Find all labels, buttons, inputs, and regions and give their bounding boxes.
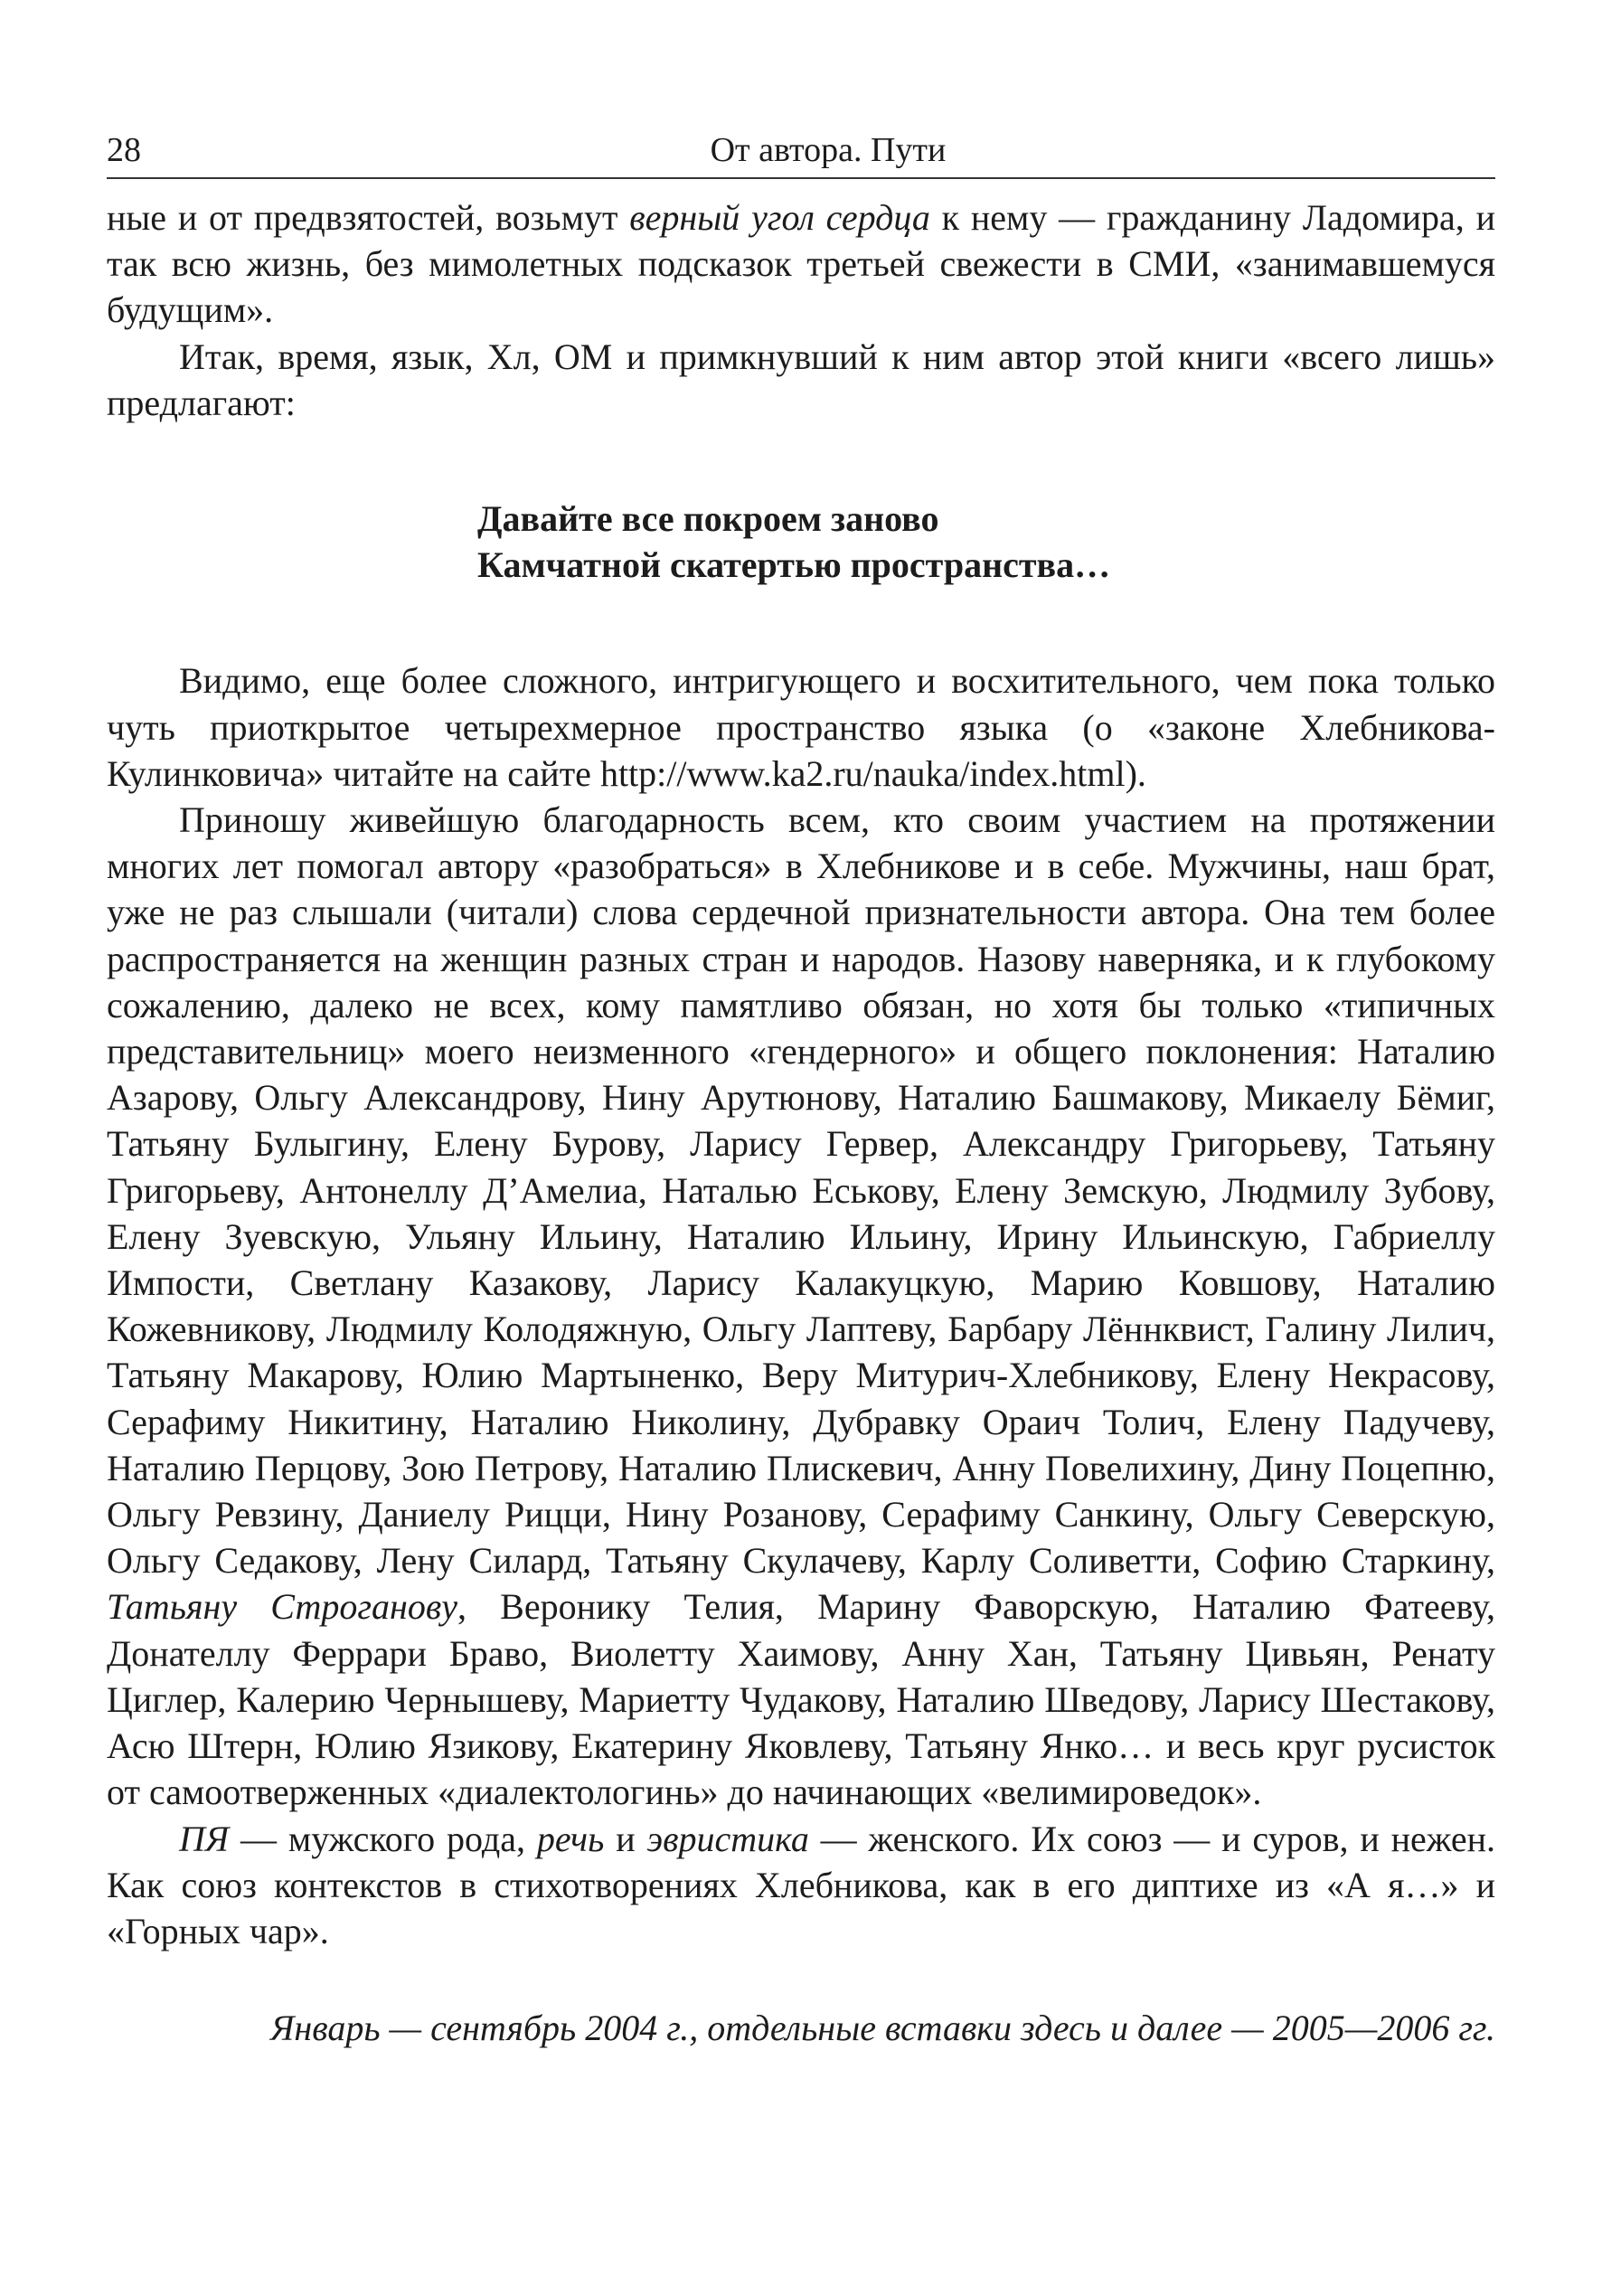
italic-phrase: верный угол сердца [629,197,930,238]
text-run: — женского. Их союз — и суров, и нежен. Как союз контекстов в стихотворениях Хлебникова, как в его диптихе из «А я…» и «Горных чар». [107,1818,1496,1951]
text-run: , Веронику Телия, Марину Фаворскую, Наталию Фатееву, Донателлу Феррари Браво, Виолетту Хаимову, Анну Хан, Татьяну Цивьян, Ренату Циглер, Калерию Чернышеву, Мариетту Чудакову, Наталию Шведову, Ларису Шестакову, Асю Штерн, Юлию Язикову, Екатерину Яковлеву, Татьяну Янко… и весь круг русисток от самоотверженных «диалектологинь» до начинающих «велимироведок». [107,1586,1495,1813]
text-run: — мужского рода, [229,1818,537,1859]
italic-term: речь [536,1818,605,1859]
text-run: Приношу живейшую благодарность всем, кто своим участием на протяжении многих лет помогал автору «разобраться» в Хлебникове и в себе. Мужчины, наш брат, уже не раз слышали (читали) слова сердечной признательности автора. Она тем более распространяется на женщин разных стран и народов. Назову наверняка, и к глубокому сожалению, далеко не всех, кому памятливо обязан, но хотя бы только «типичных представительниц» моего неизменного «гендерного» и общего поклонения: Наталию Азарову, Ольгу Александрову, Нину Арутюнову, Наталию Башмакову, Микаелу Бёмиг, Татьяну Булыгину, Елену Бурову, Ларису Гервер, Александру Григорьеву, Татьяну Григорьеву, Антонеллу Д’Амелиа, Наталью Еськову, Елену Земскую, Людмилу Зубову, Елену Зуевскую, Ульяну Ильину, Наталию Ильину, Ирину Ильинскую, Габриеллу Импости, Светлану Казакову, Ларису Калакуцкую, Марию Ковшову, Наталию Кожевникову, Людмилу Колодяжную, Ольгу Лаптеву, Барбару Лённквист, Галину Лилич, Татьяну Макарову, Юлию Мартыненко, Веру Митурич-Хлебникову, Елену Некрасову, Серафиму Никитину, Наталию Николину, Дубравку Ораич Толич, Елену Падучеву, Наталию Перцову, Зою Петрову, Наталию Плискевич, Анну Повелихину, Дину Поцепню, Ольгу Ревзину, Даниелу Рицци, Нину Розанову, Серафиму Санкину, Ольгу Северскую, Ольгу Седакову, Лену Силард, Татьяну Скулачеву, Карлу Соливетти, Софию Старкину, [107,799,1495,1582]
text-run: ные и от предвзятостей, возьмут [107,197,630,238]
paragraph-gender [107,1816,1495,1955]
italic-term: ПЯ [179,1818,230,1859]
text-run: и [604,1818,647,1859]
verse-quote [477,496,1495,588]
running-header [107,125,1495,175]
header-rule [107,177,1495,179]
verse-line-2: Камчатной скатертью пространства… [477,544,1111,586]
paragraph-acknowledgements [107,797,1495,1815]
body-text [107,194,1495,2051]
page-number: 28 [107,131,141,169]
text-run: к нему — гражданину Ладомира, и так всю жизнь, без мимолетных подсказок третьей свежести в СМИ, «занимавшемуся будущим». [107,197,1495,331]
paragraph-continuation [107,194,1495,334]
paragraph-offer: Итак, время, язык, Хл, ОМ и примкнувший к ним автор этой книги «всего лишь» предлагают: [107,335,1495,423]
paragraph-space: Видимо, еще более сложного, интригующего и восхитительного, чем пока только чуть приоткрытое четырехмерное пространство языка (о «законе Хлебникова-Кулинковича» читайте на сайте http://www.ka2.ru/nauka/index.html). [107,660,1495,794]
date-line: Январь — сентябрь 2004 г., отдельные вставки здесь и далее — 2005—2006 гг. [270,2008,1495,2049]
verse-line-1: Давайте все покроем заново [477,498,939,540]
running-title: От автора. Пути [710,131,947,169]
italic-term: эвристика [646,1818,809,1859]
italic-name: Татьяну Строганову [107,1586,457,1628]
